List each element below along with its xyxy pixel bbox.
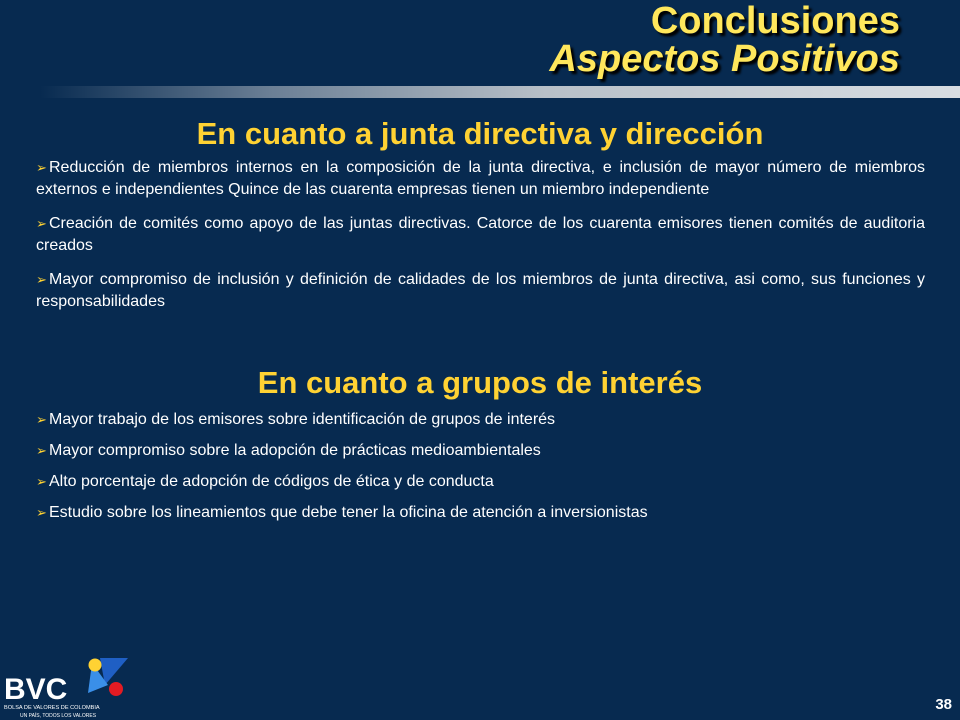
logo-subtitle: BOLSA DE VALORES DE COLOMBIA (4, 705, 100, 711)
list-item: ➢ Mayor trabajo de los emisores sobre identificación de grupos de interés (36, 409, 925, 431)
slide-title (549, 2, 900, 78)
logo-wordmark: BVC (4, 673, 68, 706)
list-item: ➢ Reducción de miembros internos en la composición de la junta directiva, e inclusión de mayor número de miembros externos e independientes Quince de las cuarenta empresas tienen un miembro independiente (36, 159, 925, 198)
list-item: ➢ Alto porcentaje de adopción de códigos de ética y de conducta (36, 471, 925, 493)
bullet-list-board (36, 157, 925, 325)
list-item: ➢ Creación de comités como apoyo de las juntas directivas. Catorce de los cuarenta emisores tienen comités de auditoria creados (36, 215, 925, 254)
title-line-1: Conclusiones (650, 0, 900, 42)
arrow-bullet-icon: ➢ (36, 160, 47, 175)
list-item: ➢ Estudio sobre los lineamientos que debe tener la oficina de atención a inversionistas (36, 502, 925, 524)
logo-tagline: UN PAÍS, TODOS LOS VALORES (20, 713, 97, 719)
list-item: ➢ Mayor compromiso sobre la adopción de prácticas medioambientales (36, 440, 925, 462)
arrow-bullet-icon: ➢ (36, 412, 47, 427)
page-number: 38 (935, 696, 952, 713)
title-divider (40, 86, 960, 98)
list-item: ➢ Mayor compromiso de inclusión y definición de calidades de los miembros de junta directiva, asi como, sus funciones y responsabilidades (36, 271, 925, 310)
arrow-bullet-icon: ➢ (36, 474, 47, 489)
section-heading-board: En cuanto a junta directiva y dirección (196, 116, 764, 151)
title-line-2: Aspectos Positivos (549, 38, 900, 80)
section-heading-stakeholders: En cuanto a grupos de interés (257, 365, 703, 400)
arrow-bullet-icon: ➢ (36, 505, 47, 520)
arrow-bullet-icon: ➢ (36, 272, 47, 287)
bvc-logo (0, 655, 140, 720)
arrow-bullet-icon: ➢ (36, 443, 47, 458)
arrow-bullet-icon: ➢ (36, 216, 47, 231)
bullet-list-stakeholders (36, 409, 925, 533)
